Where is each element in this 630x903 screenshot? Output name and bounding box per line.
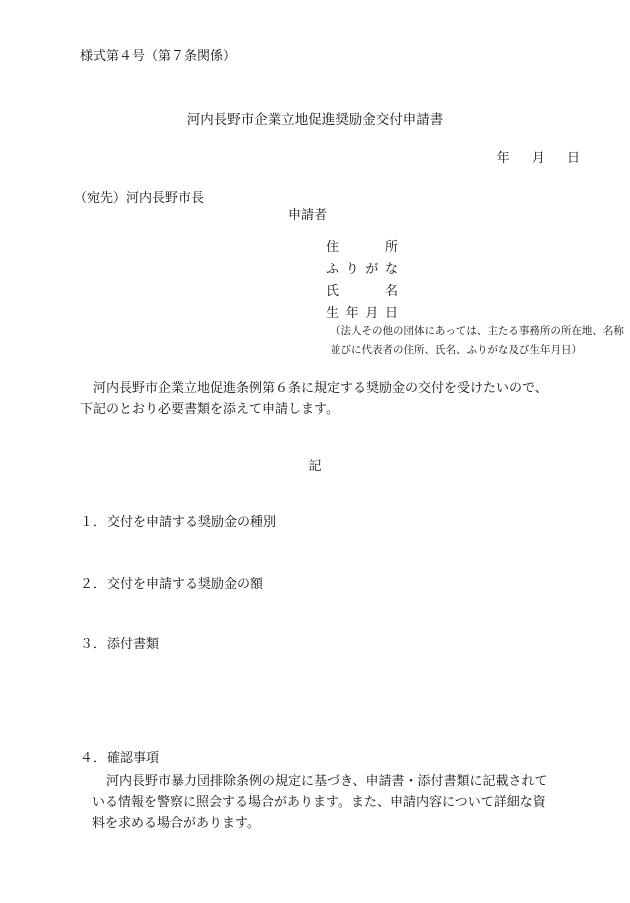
applicant-label: 申請者 [288,208,328,223]
ki-heading: 記 [308,459,322,474]
field-birthdate-label: 生 年 月 日 [326,306,398,321]
applicant-fields [326,239,398,327]
field-name-label: 氏 名 [326,284,398,299]
field-address [326,239,398,261]
date-line [479,150,580,168]
application-statement: 河内長野市企業立地促進条例第６条に規定する奨励金の交付を受けたいので、 下記のとおり必要書類を添えて申請します。 [80,381,548,417]
date-year: 年 [496,151,510,166]
item-attachments: ３．添付書類 [80,637,160,652]
field-address-label: 住 所 [326,240,398,255]
document-title: 河内長野市企業立地促進奨励金交付申請書 [186,112,444,128]
field-furigana [326,261,398,283]
field-furigana-label: ふ り が な [326,262,398,277]
addressee: （宛先）河内長野市長 [74,191,205,206]
date-month: 月 [531,151,545,166]
applicant-note: （法人その他の団体にあっては、主たる事務所の所在地、名称 並びに代表者の住所、氏名、ふりがな及び生年月日） [330,325,624,356]
item-subsidy-amount: ２．交付を申請する奨励金の額 [80,577,264,592]
item-subsidy-type: １．交付を申請する奨励金の種別 [80,515,277,530]
date-day: 日 [566,151,580,166]
confirmation-text: 河内長野市暴力団排除条例の規定に基づき、申請書・添付書類に記載されて いる情報を警察に照会する場合があります。また、申請内容について詳細な資 料を求める場合があります。 [92,774,548,831]
form-number: 様式第４号（第７条関係） [80,49,237,64]
item-confirmation: ４．確認事項 [80,751,160,766]
field-name [326,283,398,305]
